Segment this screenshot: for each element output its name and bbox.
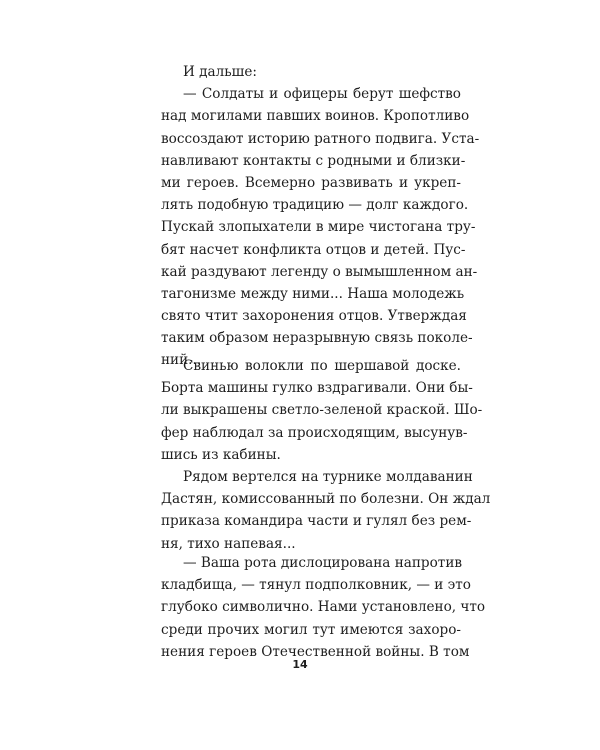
paragraph-4-line-4: ня, тихо напевая...: [161, 535, 296, 552]
paragraph-4-line-3: приказа командира части и гулял без рем-: [161, 513, 472, 530]
paragraph-3-line-4: фер наблюдал за происходящим, высунув-: [161, 424, 468, 441]
paragraph-2-line-7: Пускай злопыхатели в мире чистогана тру-: [161, 219, 476, 236]
paragraph-5-line-4: среди прочих могил тут имеются захоро-: [161, 621, 461, 638]
page-number: 14: [292, 658, 308, 671]
paragraph-4-line-2: Дастян, комиссованный по болезни. Он ждал: [161, 491, 491, 508]
paragraph-2-line-5: ми героев. Всемерно развивать и укреп-: [161, 174, 461, 191]
paragraph-4-line-1: Рядом вертелся на турнике молдаванин: [183, 468, 473, 485]
paragraph-1-line-1: И дальше:: [183, 64, 257, 80]
paragraph-2-line-10: тагонизме между ними... Наша молодежь: [161, 285, 465, 302]
paragraph-2-line-4: навливают контакты с родными и близки-: [161, 152, 466, 169]
paragraph-2-line-3: воссоздают историю ратного подвига. Уста-: [161, 130, 480, 147]
paragraph-2-line-13: ний...: [161, 352, 202, 369]
paragraph-5-line-2: кладбища, — тянул подполковник, — и это: [161, 577, 471, 594]
paragraph-2-line-9: кай раздувают легенду о вымышленном ан-: [161, 263, 478, 280]
paragraph-2-line-11: свято чтит захоронения отцов. Утверждая: [161, 308, 467, 325]
paragraph-2-line-1: — Солдаты и офицеры берут шефство: [183, 86, 461, 103]
paragraph-2-line-12: таким образом неразрывную связь поколе-: [161, 330, 473, 347]
paragraph-5-line-3: глубоко символично. Нами установлено, что: [161, 599, 486, 616]
paragraph-5-line-1: — Ваша рота дислоцирована напротив: [183, 555, 463, 571]
paragraph-3-line-5: шись из кабины.: [161, 446, 281, 463]
paragraph-5-line-5: нения героев Отечественной войны. В том: [161, 643, 470, 660]
text-section-3: [161, 552, 486, 663]
paragraph-2-line-8: бят насчет конфликта отцов и детей. Пус-: [161, 241, 466, 258]
paragraph-3-line-3: ли выкрашены светло-зеленой краской. Шо-: [161, 402, 483, 419]
paragraph-2-line-2: над могилами павших воинов. Кропотливо: [161, 108, 470, 125]
paragraph-2-line-6: лять подобную традицию — долг каждого.: [161, 197, 469, 214]
text-section-2: [161, 355, 491, 555]
text-section-1: [161, 61, 480, 372]
paragraph-3-line-2: Борта машины гулко вздрагивали. Они бы-: [161, 380, 473, 397]
paragraph-3-line-1: Свинью волокли по шершавой доске.: [183, 358, 461, 374]
